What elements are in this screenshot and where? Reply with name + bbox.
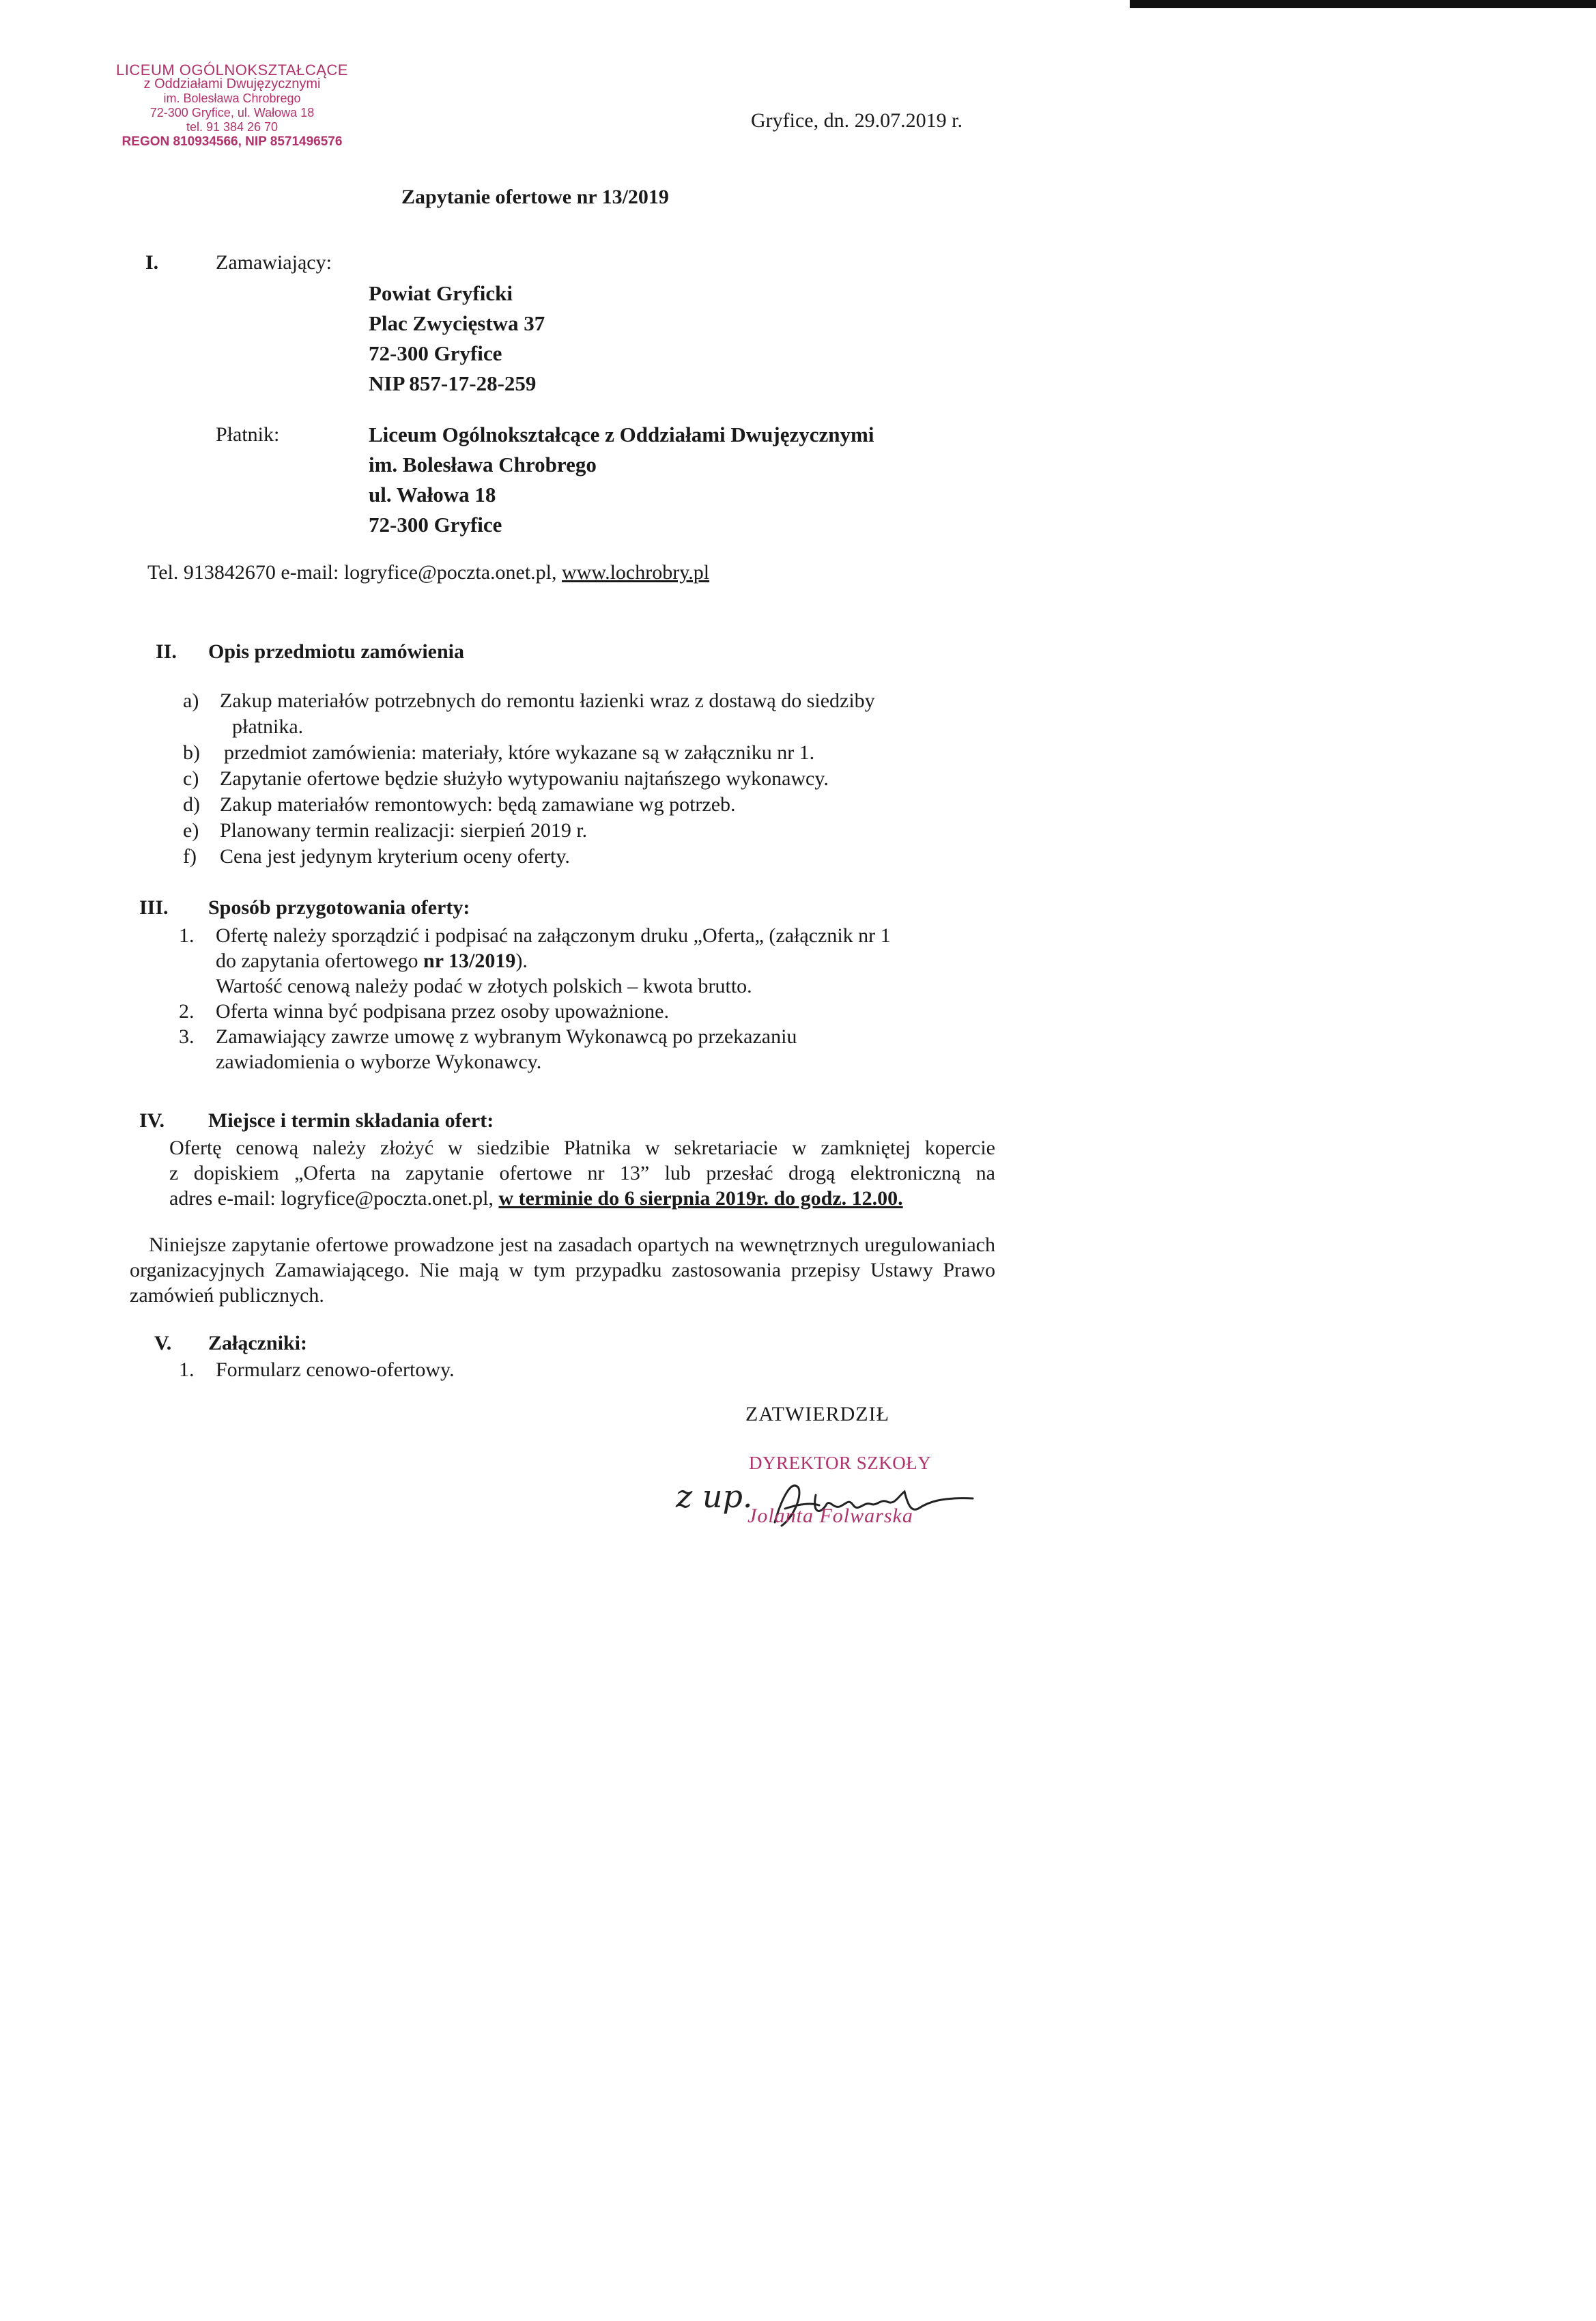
list-item [183, 766, 1002, 792]
list-item [179, 999, 1066, 1024]
payer-address [369, 420, 874, 540]
list-label: e) [183, 819, 199, 842]
director-stamp-title: DYREKTOR SZKOŁY [749, 1453, 932, 1473]
orderer-line: Plac Zwycięstwa 37 [369, 311, 545, 335]
stamp-line-1: LICEUM OGÓLNOKSZTAŁCĄCE [116, 61, 348, 79]
list-text-bold: nr 13/2019 [423, 950, 516, 972]
list-text: Zapytanie ofertowe będzie służyło wytypowaniu najtańszego wykonawcy. [220, 767, 829, 790]
stamp-line-2: z Oddziałami Dwujęzycznymi [143, 76, 321, 91]
list-label: b) [183, 741, 200, 764]
stamp-line-5: tel. 91 384 26 70 [186, 120, 279, 134]
section-3-heading: Sposób przygotowania oferty: [208, 896, 470, 919]
list-text-line: Zakup materiałów potrzebnych do remontu łazienki wraz z dostawą do siedziby [220, 689, 875, 712]
section-5-heading: Załączniki: [208, 1332, 308, 1354]
section-3-list [179, 923, 1066, 1074]
email-text: adres e-mail: logryfice@poczta.onet.pl, [169, 1187, 499, 1210]
paragraph-line: Ofertę cenową należy złożyć w siedzibie Płatnika w sekretariacie w zamkniętej kopercie [169, 1137, 995, 1159]
signature-prefix: z up. [676, 1478, 753, 1515]
stamp-line-3: im. Bolesława Chrobrego [163, 91, 301, 105]
list-label: 1. [179, 924, 195, 947]
list-item [183, 688, 1002, 740]
section-2-number: II. [156, 640, 177, 663]
list-text [216, 1024, 797, 1074]
orderer-line: 72-300 Gryfice [369, 341, 502, 365]
list-text: przedmiot zamówienia: materiały, które wykazane są w załączniku nr 1. [224, 741, 815, 764]
section-2-list [183, 688, 1002, 870]
section-4-text [169, 1135, 995, 1211]
orderer-line: Powiat Gryficki [369, 281, 513, 305]
list-label: 1. [179, 1358, 195, 1381]
list-label: c) [183, 767, 199, 790]
list-label: a) [183, 689, 199, 712]
document-title: Zapytanie ofertowe nr 13/2019 [401, 186, 669, 208]
section-4-number: IV. [139, 1109, 165, 1132]
section-5-number: V. [154, 1332, 172, 1354]
stamp-line-4: 72-300 Gryfice, ul. Wałowa 18 [149, 106, 315, 119]
section-1-label: Zamawiający: [216, 251, 332, 274]
list-text-line: do zapytania ofertowego [216, 950, 424, 972]
contact-line [147, 561, 709, 584]
list-text: Planowany termin realizacji: sierpień 2019 r. [220, 819, 588, 842]
orderer-line: NIP 857-17-28-259 [369, 371, 537, 395]
school-stamp [102, 63, 362, 149]
list-text: Formularz cenowo-ofertowy. [216, 1358, 455, 1381]
document-date: Gryfice, dn. 29.07.2019 r. [751, 109, 963, 132]
section-4-heading: Miejsce i termin składania ofert: [208, 1109, 494, 1132]
list-label: f) [183, 845, 197, 868]
payer-line: 72-300 Gryfice [369, 513, 502, 537]
list-item [183, 818, 1002, 844]
list-text-line: Wartość cenową należy podać w złotych polskich – kwota brutto. [216, 975, 752, 997]
list-text-line: zawiadomienia o wyborze Wykonawcy. [216, 1051, 542, 1073]
deadline-text: w terminie do 6 sierpnia 2019r. do godz. 12.00. [498, 1187, 903, 1210]
director-stamp-name: Jolanta Folwarska [747, 1505, 913, 1527]
list-label: 2. [179, 1000, 195, 1023]
paragraph-line [169, 1186, 995, 1211]
list-label: d) [183, 793, 200, 816]
list-text-line: Ofertę należy sporządzić i podpisać na załączonym druku „Oferta„ (załącznik nr 1 [216, 924, 891, 947]
section-3-number: III. [139, 896, 169, 919]
top-border-line [1130, 0, 1596, 8]
payer-line: im. Bolesława Chrobrego [369, 453, 597, 476]
list-text [216, 923, 891, 999]
approval-label: ZATWIERDZIŁ [745, 1403, 889, 1425]
payer-line: ul. Wałowa 18 [369, 483, 496, 507]
list-text: Oferta winna być podpisana przez osoby upoważnione. [216, 1000, 669, 1023]
payer-line: Liceum Ogólnokształcące z Oddziałami Dwujęzycznymi [369, 423, 874, 446]
list-item [183, 792, 1002, 818]
list-item [179, 1024, 1066, 1074]
paragraph-line: z dopiskiem „Oferta na zapytanie ofertowe nr 13” lub przesłać drogą elektroniczną na [169, 1162, 995, 1184]
list-item [183, 844, 1002, 870]
list-text: Zakup materiałów remontowych: będą zamawiane wg potrzeb. [220, 793, 736, 816]
contact-text: Tel. 913842670 e-mail: logryfice@poczta.onet.pl, [147, 561, 562, 584]
website-link[interactable]: www.lochrobry.pl [562, 561, 710, 584]
list-text-line: ). [515, 950, 528, 972]
list-item [179, 923, 1066, 999]
attachment-item [179, 1358, 455, 1382]
section-1-number: I. [145, 251, 159, 274]
stamp-line-6: REGON 810934566, NIP 8571496576 [122, 134, 343, 149]
list-text-line: płatnika. [232, 715, 304, 738]
section-2-heading: Opis przedmiotu zamówienia [208, 640, 464, 663]
list-text-line: Zamawiający zawrze umowę z wybranym Wykonawcą po przekazaniu [216, 1025, 797, 1048]
list-label: 3. [179, 1025, 195, 1048]
payer-label: Płatnik: [216, 423, 280, 446]
closing-paragraph: Niniejsze zapytanie ofertowe prowadzone jest na zasadach opartych na wewnętrznych uregulowaniach organizacyjnych Zamawiającego. Nie mają w tym przypadku zastosowania przepisy Ustawy Prawo zamówień publicznych. [130, 1234, 995, 1307]
orderer-address [369, 279, 545, 399]
list-item [183, 740, 1002, 766]
list-text [220, 688, 875, 740]
list-text: Cena jest jedynym kryterium oceny oferty. [220, 845, 570, 868]
